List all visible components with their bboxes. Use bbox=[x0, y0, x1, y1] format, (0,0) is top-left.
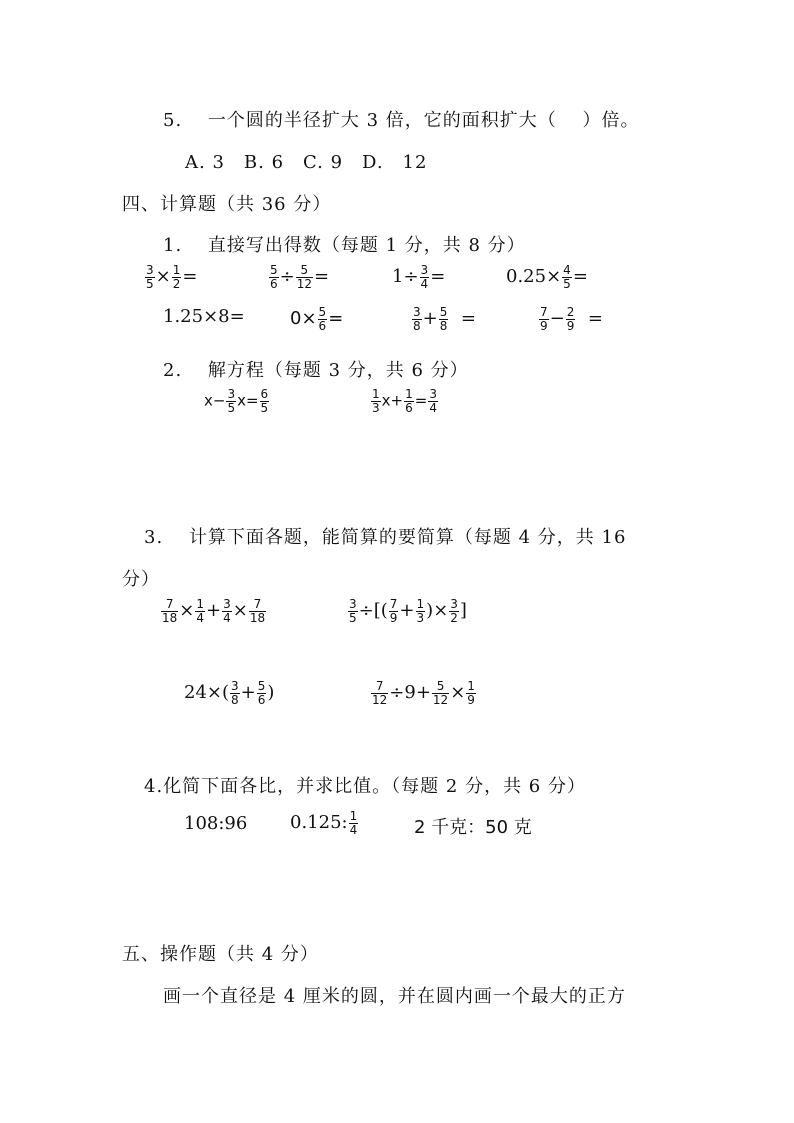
equation-2: $\frac{1}{3}$ x+ $\frac{1}{6}$ = $\frac{3}{4}$ bbox=[372, 387, 437, 415]
fraction: $\frac{3}{4}$ bbox=[420, 263, 429, 291]
fraction: $\frac{1}{4}$ bbox=[349, 809, 358, 837]
section-5-title: 五、操作题（共 4 分） bbox=[122, 944, 319, 965]
fraction: $\frac{2}{9}$ bbox=[566, 305, 575, 333]
ratio-3: 2 千克：50 克 bbox=[414, 817, 532, 838]
fraction: $\frac{7}{18}$ bbox=[249, 597, 266, 625]
fraction: $\frac{3}{8}$ bbox=[413, 305, 421, 333]
fraction: $\frac{7}{9}$ bbox=[540, 305, 548, 333]
expr-3-1: $\frac{7}{18}$ × $\frac{1}{4}$ + $\frac{3}{4}$ × $\frac{7}{18}$ bbox=[162, 597, 266, 625]
fraction: $\frac{3}{2}$ bbox=[450, 597, 458, 625]
fraction: $\frac{6}{5}$ bbox=[260, 387, 269, 415]
part-4-title: 4.化简下面各比，并求比值。（每题 2 分，共 6 分） bbox=[144, 776, 586, 797]
expr-3-2: $\frac{3}{5}$ ÷[( $\frac{7}{9}$ + $\frac{1}{3}$ )× $\frac{3}{2}$ ] bbox=[349, 597, 467, 625]
part-3-title: 3. 计算下面各题，能简算的要简算（每题 4 分，共 16 bbox=[144, 527, 627, 548]
fraction: $\frac{1}{9}$ bbox=[467, 679, 475, 707]
question-5-options: A. 3 B. 6 C. 9 D. 12 bbox=[185, 152, 428, 173]
fraction: $\frac{4}{5}$ bbox=[563, 263, 571, 291]
fraction: $\frac{3}{8}$ bbox=[231, 679, 239, 707]
expr-1-7: $\frac{3}{8}$ + $\frac{5}{8}$ = bbox=[413, 305, 476, 333]
fraction: $\frac{3}{5}$ bbox=[146, 263, 154, 291]
ratio-1: 108:96 bbox=[184, 813, 248, 834]
part-3-title-continued: 分） bbox=[122, 569, 160, 590]
fraction: $\frac{5}{12}$ bbox=[296, 263, 313, 291]
expr-1-8: $\frac{7}{9}$ − $\frac{2}{9}$ = bbox=[540, 305, 603, 333]
fraction: $\frac{1}{3}$ bbox=[372, 387, 380, 415]
fraction: $\frac{1}{3}$ bbox=[416, 597, 425, 625]
fraction: $\frac{5}{6}$ bbox=[318, 305, 327, 333]
ratio-2: 0.125: $\frac{1}{4}$ bbox=[290, 809, 358, 837]
fraction: $\frac{1}{4}$ bbox=[196, 597, 205, 625]
section-5-body: 画一个直径是 4 厘米的圆，并在圆内画一个最大的正方 bbox=[163, 986, 626, 1007]
equation-1: x− $\frac{3}{5}$ x= $\frac{6}{5}$ bbox=[204, 387, 269, 415]
fraction: $\frac{5}{6}$ bbox=[270, 263, 278, 291]
question-5-stem: 5. 一个圆的半径扩大 3 倍，它的面积扩大（ ）倍。 bbox=[163, 110, 640, 131]
fraction: $\frac{1}{6}$ bbox=[405, 387, 413, 415]
fraction: $\frac{3}{5}$ bbox=[349, 597, 357, 625]
part-1-title: 1. 直接写出得数（每题 1 分，共 8 分） bbox=[163, 235, 526, 256]
part-2-title: 2. 解方程（每题 3 分，共 6 分） bbox=[163, 360, 469, 381]
expr-1-3: 1÷ $\frac{3}{4}$ = bbox=[392, 263, 446, 291]
fraction: $\frac{5}{12}$ bbox=[432, 679, 449, 707]
fraction: $\frac{7}{9}$ bbox=[389, 597, 398, 625]
expr-1-4: 0.25× $\frac{4}{5}$ = bbox=[506, 263, 588, 291]
expr-1-6: 0× $\frac{5}{6}$ = bbox=[290, 305, 344, 333]
expr-3-3: 24×( $\frac{3}{8}$ + $\frac{5}{6}$ ) bbox=[184, 679, 275, 707]
fraction: $\frac{7}{12}$ bbox=[372, 679, 388, 707]
fraction: $\frac{3}{4}$ bbox=[429, 387, 437, 415]
fraction: $\frac{3}{4}$ bbox=[223, 597, 231, 625]
expr-1-2: $\frac{5}{6}$ ÷ $\frac{5}{12}$ = bbox=[270, 263, 330, 291]
expr-1-1: $\frac{3}{5}$ × $\frac{1}{2}$ = bbox=[146, 263, 198, 291]
expr-1-5: 1.25×8= bbox=[163, 306, 245, 327]
expr-3-4: $\frac{7}{12}$ ÷9+ $\frac{5}{12}$ × $\frac{1}{9}$ bbox=[372, 679, 475, 707]
fraction: $\frac{1}{2}$ bbox=[172, 263, 181, 291]
fraction: $\frac{5}{8}$ bbox=[439, 305, 448, 333]
fraction: $\frac{7}{18}$ bbox=[162, 597, 178, 625]
fraction: $\frac{5}{6}$ bbox=[257, 679, 266, 707]
section-4-title: 四、计算题（共 36 分） bbox=[122, 194, 332, 215]
fraction: $\frac{3}{5}$ bbox=[227, 387, 236, 415]
